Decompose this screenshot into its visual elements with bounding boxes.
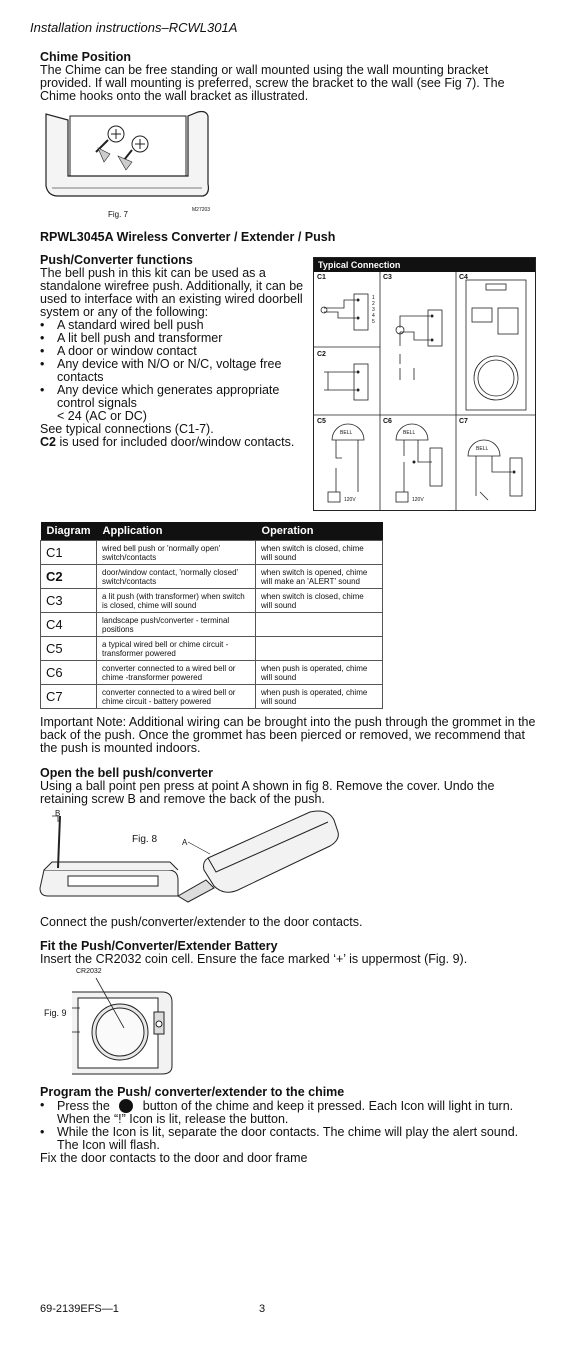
c6-voltage-label: 120V [412, 497, 424, 503]
c7-cell-label: C7 [459, 418, 468, 425]
list-item: • A lit bell push and transformer [40, 332, 305, 345]
typical-connection-title: Typical Connection [314, 258, 535, 272]
see-connections-line: See typical connections (C1-7). [40, 422, 214, 436]
table-row: C1 wired bell push or 'normally open' switch/contacts when switch is closed, chime will sound [41, 541, 383, 565]
connect-push-text: Connect the push/converter/extender to the door contacts. [40, 915, 363, 929]
list-item: • A door or window contact [40, 345, 305, 358]
fig8-label: Fig. 8 [132, 834, 158, 845]
c5-voltage-label: 120V [344, 497, 356, 503]
push-functions-intro: The bell push in this kit can be used as a standalone wirefree push. Additionally, it can be used to interface with an existing wired doorbell system or any of the following: [40, 266, 304, 319]
table-row: C2 door/window contact, 'normally closed' switch/contacts when switch is opened, chime will make an 'ALERT' sound [41, 565, 383, 589]
push-functions-list [40, 319, 305, 410]
fig9-battery-illustration [70, 974, 175, 1078]
battery-heading: Fit the Push/Converter/Extender Battery [40, 939, 278, 953]
table-row: C3 a lit push (with transformer) when switch is closed, chime will sound when switch is closed, chime will sound [41, 589, 383, 613]
chime-button-icon [119, 1099, 133, 1113]
program-section [40, 1085, 540, 1165]
footer-page-number: 3 [259, 1303, 266, 1315]
c2-note: C2 is used for included door/window contacts. [40, 435, 295, 449]
table-row: C5 a typical wired bell or chime circuit - transformer powered [41, 637, 383, 661]
list-item: • Any device which generates appropriate control signals [40, 384, 305, 410]
battery-section [40, 939, 540, 966]
c2-cell-label: C2 [317, 351, 326, 358]
connect-line-section [40, 916, 540, 929]
important-note: Important Note: Additional wiring can be brought into the push through the grommet in the back of the push. Once the grommet has been pierced or removed, we recommend that the push is mounted indoors. [40, 715, 536, 755]
fig7-bracket-illustration [38, 106, 218, 221]
push-functions-heading: Push/Converter functions [40, 253, 193, 267]
footer-doc-code: 69-2139EFS—1 [40, 1303, 119, 1315]
table-row: C4 landscape push/converter - terminal positions [41, 613, 383, 637]
open-push-heading: Open the bell push/converter [40, 766, 213, 780]
program-steps-list [40, 1099, 540, 1152]
c5-bell-label: BELL [340, 430, 353, 436]
typical-connection-diagram [313, 257, 536, 511]
c7-bell-label: BELL [476, 446, 489, 452]
c3-cell-label: C3 [383, 274, 392, 281]
converter-title: RPWL3045A Wireless Converter / Extender / Push [40, 230, 336, 244]
fig8-push-illustration [38, 808, 348, 913]
open-push-text: Using a ball point pen press at point A shown in fig 8. Remove the cover. Undo the retaining screw B and remove the back of the push. [40, 779, 495, 806]
list-item: • While the Icon is lit, separate the door contacts. The chime will play the alert sound. The Icon will flash. [40, 1126, 540, 1152]
battery-text: Insert the CR2032 coin cell. Ensure the face marked ‘+’ is uppermost (Fig. 9). [40, 952, 468, 966]
voltage-line: < 24 (AC or DC) [57, 409, 147, 423]
list-item: • Press the button of the chime and keep it pressed. Each Icon will light in turn. When the “!” Icon is lit, release the button. [40, 1099, 540, 1126]
diagram-table-wrapper [40, 522, 383, 709]
list-item: • Any device with N/O or N/C, voltage free contacts [40, 358, 305, 384]
c6-cell-label: C6 [383, 418, 392, 425]
fig9-cell-label: CR2032 [76, 968, 102, 975]
table-row: C6 converter connected to a wired bell or chime -transformer powered when push is operated, chime will sound [41, 661, 383, 685]
c4-cell-label: C4 [459, 274, 468, 281]
chime-position-section [40, 50, 540, 103]
table-header-operation: Operation [256, 522, 383, 541]
push-functions-section [40, 253, 305, 449]
fig8-label-b: B [55, 809, 61, 818]
program-heading: Program the Push/ converter/extender to the chime [40, 1085, 345, 1099]
table-header-application: Application [97, 522, 256, 541]
c1-cell-label: C1 [317, 274, 326, 281]
chime-position-text: The Chime can be free standing or wall mounted using the wall mounting bracket provided. If wall mounting is preferred, screw the bracket to the wall (see Fig 7). The Chime hooks onto the wall bracket as illustrated. [40, 63, 505, 103]
fig8-label-a: A [182, 838, 188, 847]
c1-terminal-numbers: 1 2 3 4 5 [372, 295, 375, 325]
program-final-text: Fix the door contacts to the door and door frame [40, 1151, 308, 1165]
c6-bell-label: BELL [403, 430, 416, 436]
document-header: Installation instructions–RCWL301A [30, 20, 238, 35]
fig7-label: Fig. 7 [108, 210, 129, 219]
table-row: C7 converter connected to a wired bell or chime circuit - battery powered when push is operated, chime will sound [41, 685, 383, 709]
table-header-diagram: Diagram [41, 522, 97, 541]
c5-cell-label: C5 [317, 418, 326, 425]
fig7-code: M27203 [192, 207, 211, 213]
diagram-table [40, 522, 383, 709]
list-item: • A standard wired bell push [40, 319, 305, 332]
fig9-label: Fig. 9 [44, 1008, 67, 1018]
important-note-section [40, 716, 540, 755]
open-push-section [40, 766, 540, 806]
chime-position-heading: Chime Position [40, 50, 131, 64]
